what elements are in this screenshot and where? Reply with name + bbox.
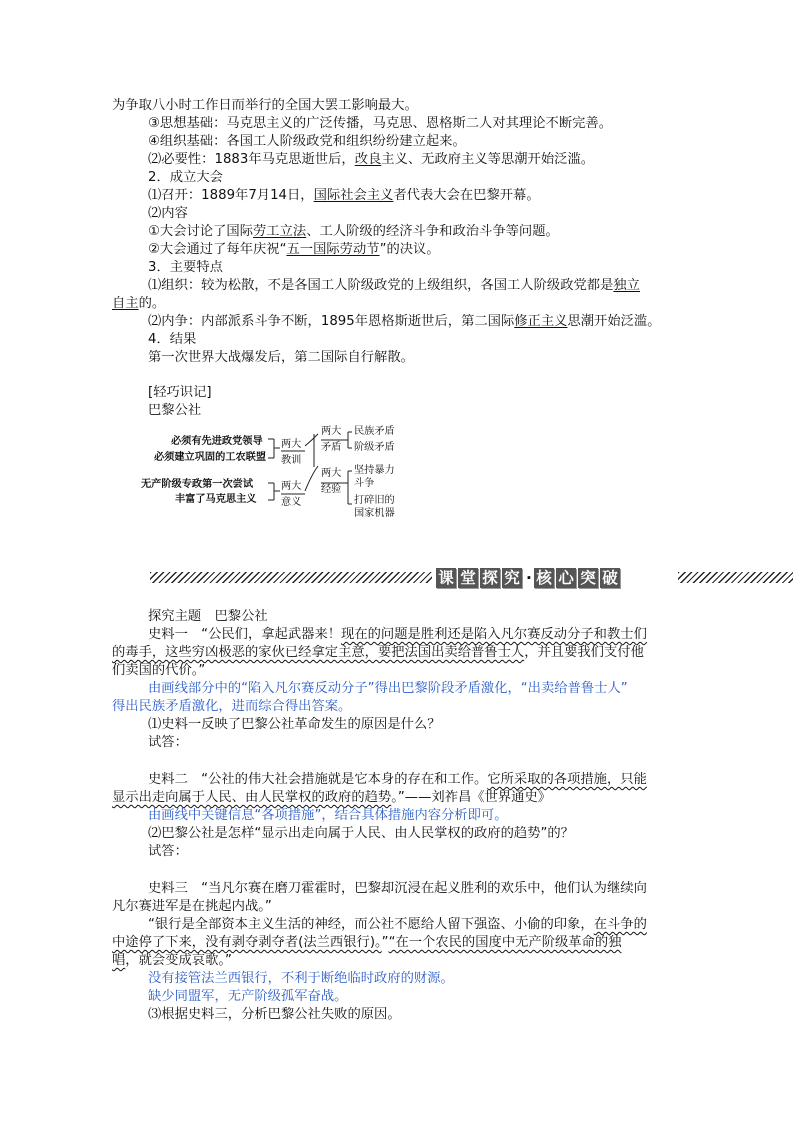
text-line — [148, 734, 188, 751]
text-line — [112, 295, 165, 312]
wavy-underlined-text: 唱 — [112, 953, 126, 968]
underlined-term: 修正主义 — [514, 314, 568, 329]
banner-hatch-right — [678, 572, 793, 583]
text-line — [112, 698, 351, 715]
mind-node-meanings-b: 意义 — [281, 497, 302, 508]
text-line — [148, 205, 188, 222]
text-line — [148, 680, 628, 697]
text-segment: [轻巧识记] — [148, 385, 212, 400]
banner-char: 究 — [502, 568, 522, 588]
wavy-underlined-text: 在斗争的 — [593, 917, 647, 932]
text-segment: ，就会变成哀歌。” — [125, 953, 232, 968]
text-segment: 、工人阶级的经济斗争和政治斗争等问题。 — [306, 224, 559, 239]
text-line — [112, 952, 232, 969]
text-segment: 史料一 “公民们，拿起武器来！ — [148, 627, 342, 642]
underlined-term: 劳工立法 — [253, 224, 307, 239]
underlined-term: 自主 — [112, 296, 139, 311]
text-line — [148, 880, 647, 897]
mind-node-meanings-a: 两大 — [281, 481, 302, 492]
text-line — [148, 187, 540, 204]
text-segment: 的。 — [138, 296, 166, 311]
mind-leaf-class: 阶级矛盾 — [354, 442, 395, 453]
text-segment: 由画线中关键信息“各项措施”，结合具体措施内容分析即可。 — [148, 808, 508, 823]
banner-hatch-left — [150, 572, 432, 583]
text-segment: 凡尔赛进军是在挑起内战。” — [112, 899, 272, 914]
text-segment: ” — [381, 935, 389, 950]
text-segment: 探究主题 巴黎公社 — [148, 609, 268, 624]
underlined-term: 改良 — [354, 152, 382, 167]
section-banner — [150, 566, 793, 590]
text-segment: 试答： — [148, 735, 188, 750]
text-segment: ，并且要我们支付他 — [524, 645, 644, 660]
text-segment: ⑴组织：较为松散，不是各国工人阶级政党的上级组织，各国工人阶级政党都是 — [148, 278, 614, 293]
mind-leaf-violence-b: 斗争 — [354, 478, 375, 489]
banner-separator: · — [526, 569, 532, 587]
text-line — [148, 716, 441, 733]
mind-leaf-violence-a: 坚持暴力 — [354, 465, 395, 476]
text-segment: 由画线部分中的“陷入凡尔赛反动分子”得出巴黎阶段矛盾激化，“出卖给普鲁士人” — [148, 681, 628, 696]
text-segment: ⑶根据史料三，分析巴黎公社失败的原因。 — [148, 1007, 401, 1022]
underlined-term: 独立 — [613, 278, 640, 293]
text-segment: 没有接管法兰西银行，不利于断绝临时政府的财源。 — [148, 971, 454, 986]
text-line — [148, 259, 223, 276]
text-segment: 史料三 “当凡尔赛在磨刀霍霍时，巴黎却沉浸在起义胜利的欢乐中，他们认为继续向 — [148, 881, 647, 896]
text-line — [148, 626, 647, 643]
banner-char: 堂 — [458, 568, 478, 588]
text-segment: 3．主要特点 — [148, 260, 223, 275]
mind-lesson-1: 必须有先进政党领导 — [171, 435, 263, 447]
text-line — [112, 934, 622, 951]
text-line — [148, 608, 268, 625]
wavy-underlined-text: 现在的问题是胜利还是陷入凡尔赛反动分子和教士们 — [341, 627, 647, 642]
underlined-term: 国际社会主义 — [313, 188, 394, 203]
mind-meaning-1: 无产阶级专政第一次尝试 — [141, 478, 254, 490]
text-segment: ③思想基础：马克思主义的广泛传播，马克思、恩格斯二人对其理论不断完善。 — [148, 116, 613, 131]
text-segment: 得出民族矛盾激化，进而综合得出答案。 — [112, 699, 352, 714]
text-line — [148, 916, 647, 933]
text-segment: 4．结果 — [148, 332, 197, 347]
text-segment: 主义、无政府主义等思潮开始泛滥。 — [381, 152, 595, 167]
wavy-underlined-text: 中途停了下来，没有剥夺剥夺者(法兰西银行)。 — [112, 935, 382, 950]
text-line — [148, 384, 212, 401]
text-line — [148, 825, 574, 842]
text-segment: 史料二 “公社的伟大社会措施就是它本身的存在和工作。 — [148, 772, 488, 787]
text-segment: 试答： — [148, 844, 188, 859]
underlined-term: 五一国际劳动节 — [286, 242, 380, 257]
banner-char: 探 — [480, 568, 500, 588]
text-segment: ②大会通过了每年庆祝“ — [148, 242, 287, 257]
text-line — [148, 169, 223, 186]
text-line — [148, 807, 508, 824]
text-segment: 为争取八小时工作日而举行的全国大罢工影响最大。 — [112, 98, 418, 113]
text-line — [148, 223, 559, 240]
text-segment: 2．成立大会 — [148, 170, 223, 185]
text-segment: 者代表大会在巴黎开幕。 — [393, 188, 540, 203]
text-line — [112, 644, 644, 661]
mind-map — [140, 420, 410, 520]
text-line — [112, 789, 551, 806]
text-segment: 缺少同盟军，无产阶级孤军奋战。 — [148, 989, 348, 1004]
wavy-underlined-text: 显示出走向属于人民、由人民掌权的政府的趋势 — [112, 790, 392, 805]
text-segment: 思潮开始泛滥。 — [567, 314, 661, 329]
text-segment: ①大会讨论了国际 — [148, 224, 253, 239]
mind-node-lessons-b: 教训 — [281, 455, 302, 466]
text-segment: ⑴召开：1889年7月14日， — [148, 188, 314, 203]
mind-node-contradictions-a: 两大 — [321, 426, 342, 437]
mind-node-experience-b: 经验 — [321, 484, 342, 495]
banner-char: 破 — [600, 568, 620, 588]
mind-leaf-national: 民族矛盾 — [354, 426, 395, 437]
text-line — [148, 988, 347, 1005]
text-line — [148, 771, 647, 788]
wavy-underlined-text: “在一个农民的国度中无产阶级革命的独 — [388, 935, 622, 950]
text-line — [148, 115, 612, 132]
text-line — [148, 241, 440, 258]
text-segment: ⑵内争：内部派系斗争不断，1895年恩格斯逝世后，第二国际 — [148, 314, 515, 329]
text-segment: ④组织基础：各国工人阶级政党和组织纷纷建立起来。 — [148, 134, 466, 149]
banner-char: 核 — [534, 568, 554, 588]
banner-char: 课 — [436, 568, 456, 588]
mind-lesson-2: 必须建立巩固的工农联盟 — [154, 451, 267, 463]
text-segment: 巴黎公社 — [148, 403, 202, 418]
text-segment: ⑵必要性：1883年马克思逝世后， — [148, 152, 355, 167]
text-segment: 第一次世界大战爆发后，第二国际自行解散。 — [148, 350, 414, 365]
text-segment: ”的决议。 — [379, 242, 440, 257]
banner-char: 心 — [556, 568, 576, 588]
text-line — [112, 97, 418, 114]
text-segment: ⑵巴黎公社是怎样“显示出走向属于人民、由人民掌权的政府的趋势”的？ — [148, 826, 574, 841]
mind-leaf-smash-a: 打碎旧的 — [354, 495, 395, 506]
mind-leaf-smash-b: 国家机器 — [354, 508, 395, 519]
mind-node-experience-a: 两大 — [321, 468, 342, 479]
text-line — [148, 313, 661, 330]
mind-node-contradictions-b: 矛盾 — [321, 442, 342, 453]
mind-meaning-2: 丰富了马克思主义 — [175, 493, 257, 505]
text-line — [148, 151, 594, 168]
text-line — [148, 843, 188, 860]
wavy-underlined-text: 的毒手，这些穷凶极恶的家伙已经拿定主意，要把法国出卖给普鲁士人 — [112, 645, 525, 660]
text-line — [112, 662, 205, 679]
text-line — [148, 277, 640, 294]
text-line — [148, 1006, 401, 1023]
text-line — [148, 331, 196, 348]
text-segment: ⑴史料一反映了巴黎公社革命发生的原因是什么？ — [148, 717, 441, 732]
text-line — [148, 970, 454, 987]
text-line — [148, 402, 201, 419]
banner-char: 突 — [578, 568, 598, 588]
text-line — [148, 349, 414, 366]
mind-node-lessons-a: 两大 — [281, 439, 302, 450]
text-segment: 们卖国的代价。” — [112, 663, 206, 678]
text-line — [112, 898, 272, 915]
text-segment: 。”——刘祚昌《世界通史》 — [391, 790, 552, 805]
text-line — [148, 133, 466, 150]
text-segment: “银行是全部资本主义生活的神经，而公社不愿给人留下强盗、小偷的印象， — [148, 917, 594, 932]
banner-title — [436, 567, 622, 589]
text-segment: ⑵内容 — [148, 206, 188, 221]
wavy-underlined-text: 它所采取的各项措施，只能 — [487, 772, 647, 787]
